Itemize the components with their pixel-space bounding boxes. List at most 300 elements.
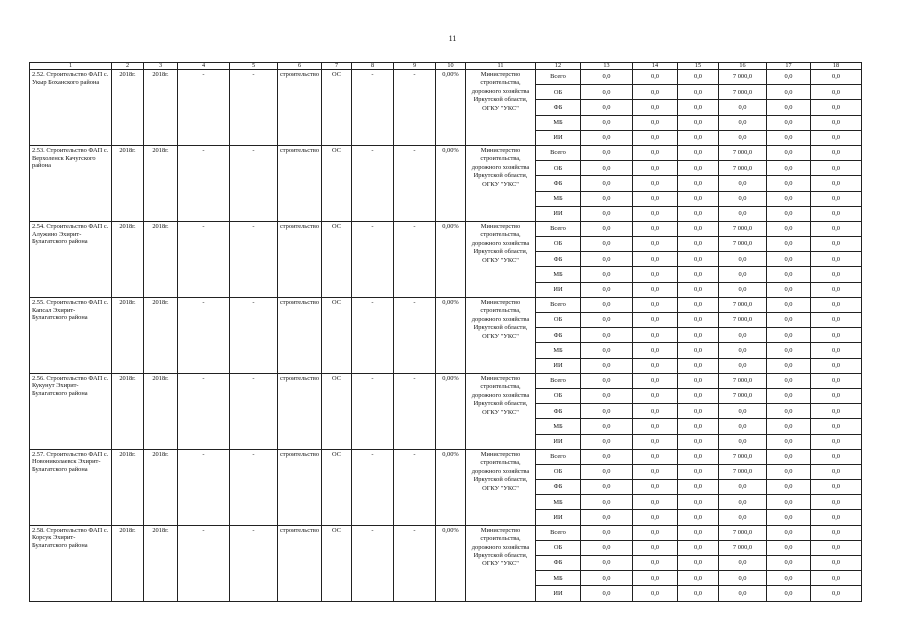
fund-value: 0,0 (719, 510, 767, 525)
fund-label: ФБ (536, 404, 581, 419)
page-number: 11 (448, 34, 457, 43)
fund-value: 0,0 (581, 85, 633, 100)
fund-value: 0,0 (767, 313, 811, 328)
project-name: 2.54. Строительство ФАП с. Алужино Эхирит-Булагатского района (30, 221, 112, 297)
col8-value: - (352, 221, 394, 297)
fund-value: 0,0 (767, 145, 811, 160)
fund-value: 0,0 (767, 434, 811, 449)
fund-value: 0,0 (767, 449, 811, 464)
col4-value: - (178, 297, 230, 373)
start-year: 2018г. (112, 221, 144, 297)
fund-value: 0,0 (719, 586, 767, 601)
fund-value: 0,0 (719, 343, 767, 358)
fund-value: 0,0 (719, 206, 767, 221)
fund-value: 0,0 (633, 237, 678, 252)
col8-value: - (352, 373, 394, 449)
column-header-6: 6 (278, 63, 322, 70)
fund-value: 0,0 (581, 480, 633, 495)
fund-label: Всего (536, 297, 581, 312)
fund-value: 7 000,0 (719, 464, 767, 479)
fund-value: 0,0 (633, 145, 678, 160)
fund-value: 7 000,0 (719, 221, 767, 236)
end-year: 2018г. (144, 525, 178, 601)
fund-label: ФБ (536, 176, 581, 191)
fund-value: 7 000,0 (719, 297, 767, 312)
fund-label: МБ (536, 419, 581, 434)
fund-value: 0,0 (678, 191, 719, 206)
table-row (30, 373, 862, 388)
fund-value: 0,0 (678, 237, 719, 252)
fund-value: 0,0 (678, 419, 719, 434)
end-year: 2018г. (144, 221, 178, 297)
completion-percent: 0,00% (436, 525, 466, 601)
fund-value: 0,0 (719, 571, 767, 586)
fund-value: 0,0 (767, 358, 811, 373)
col5-value: - (230, 221, 278, 297)
fund-value: 0,0 (581, 145, 633, 160)
column-header-9: 9 (394, 63, 436, 70)
col8-value: - (352, 525, 394, 601)
col5-value: - (230, 525, 278, 601)
program-table (29, 62, 862, 602)
column-header-4: 4 (178, 63, 230, 70)
header-row (30, 63, 862, 70)
fund-label: ФБ (536, 100, 581, 115)
col5-value: - (230, 373, 278, 449)
fund-value: 0,0 (678, 510, 719, 525)
fund-value: 7 000,0 (719, 388, 767, 403)
column-header-17: 17 (767, 63, 811, 70)
fund-value: 0,0 (811, 297, 862, 312)
completion-percent: 0,00% (436, 221, 466, 297)
fund-value: 0,0 (811, 313, 862, 328)
column-header-3: 3 (144, 63, 178, 70)
work-type: строительство (278, 525, 322, 601)
table-row (30, 449, 862, 464)
fund-value: 0,0 (581, 313, 633, 328)
fund-value: 0,0 (633, 464, 678, 479)
responsible-org: Министерство строительства, дорожного хозяйства Иркутской области, ОГКУ "УКС" (466, 145, 536, 221)
fund-label: ОБ (536, 85, 581, 100)
table-row (30, 70, 862, 85)
fund-value: 0,0 (678, 464, 719, 479)
col9-value: - (394, 449, 436, 525)
fund-value: 0,0 (678, 556, 719, 571)
fund-value: 0,0 (811, 161, 862, 176)
column-header-5: 5 (230, 63, 278, 70)
fund-value: 0,0 (581, 373, 633, 388)
fund-value: 0,0 (767, 388, 811, 403)
fund-value: 0,0 (767, 282, 811, 297)
fund-value: 0,0 (678, 480, 719, 495)
fund-value: 0,0 (633, 252, 678, 267)
fund-value: 0,0 (811, 176, 862, 191)
fund-value: 0,0 (581, 388, 633, 403)
fund-value: 0,0 (678, 495, 719, 510)
fund-value: 0,0 (678, 100, 719, 115)
fund-label: ОБ (536, 464, 581, 479)
fund-value: 0,0 (633, 449, 678, 464)
work-type: строительство (278, 449, 322, 525)
work-type: строительство (278, 297, 322, 373)
fund-value: 0,0 (678, 206, 719, 221)
fund-label: ИИ (536, 510, 581, 525)
end-year: 2018г. (144, 297, 178, 373)
fund-label: Всего (536, 373, 581, 388)
project-name: 2.55. Строительство ФАП с. Капсал Эхирит-Булагатского района (30, 297, 112, 373)
fund-value: 0,0 (633, 297, 678, 312)
col5-value: - (230, 297, 278, 373)
fund-value: 0,0 (678, 373, 719, 388)
fund-value: 0,0 (678, 388, 719, 403)
col9-value: - (394, 297, 436, 373)
fund-value: 0,0 (719, 404, 767, 419)
fund-value: 7 000,0 (719, 237, 767, 252)
fund-value: 0,0 (767, 221, 811, 236)
fund-value: 0,0 (581, 358, 633, 373)
fund-value: 0,0 (633, 161, 678, 176)
table-row (30, 145, 862, 160)
fund-value: 0,0 (811, 282, 862, 297)
col4-value: - (178, 449, 230, 525)
fund-value: 0,0 (811, 556, 862, 571)
fund-value: 0,0 (767, 373, 811, 388)
table-body (30, 70, 862, 602)
column-header-12: 12 (536, 63, 581, 70)
column-header-18: 18 (811, 63, 862, 70)
column-header-7: 7 (322, 63, 352, 70)
fund-value: 0,0 (767, 419, 811, 434)
col7-value: ОС (322, 70, 352, 146)
responsible-org: Министерство строительства, дорожного хозяйства Иркутской области, ОГКУ "УКС" (466, 449, 536, 525)
fund-value: 0,0 (581, 252, 633, 267)
fund-value: 0,0 (811, 343, 862, 358)
start-year: 2018г. (112, 70, 144, 146)
fund-label: ОБ (536, 313, 581, 328)
project-name: 2.56. Строительство ФАП с. Кукунут Эхирит-Булагатского района (30, 373, 112, 449)
fund-value: 0,0 (633, 267, 678, 282)
work-type: строительство (278, 145, 322, 221)
col9-value: - (394, 373, 436, 449)
fund-label: Всего (536, 449, 581, 464)
fund-value: 0,0 (719, 176, 767, 191)
col5-value: - (230, 145, 278, 221)
fund-label: ИИ (536, 434, 581, 449)
column-header-1: 1 (30, 63, 112, 70)
col7-value: ОС (322, 145, 352, 221)
completion-percent: 0,00% (436, 373, 466, 449)
end-year: 2018г. (144, 145, 178, 221)
work-type: строительство (278, 221, 322, 297)
fund-value: 0,0 (633, 115, 678, 130)
table-row (30, 297, 862, 312)
fund-label: ОБ (536, 540, 581, 555)
fund-value: 0,0 (767, 343, 811, 358)
fund-value: 0,0 (767, 328, 811, 343)
fund-value: 7 000,0 (719, 70, 767, 85)
fund-value: 0,0 (767, 237, 811, 252)
fund-value: 0,0 (767, 85, 811, 100)
fund-value: 0,0 (581, 449, 633, 464)
fund-value: 0,0 (719, 130, 767, 145)
fund-value: 0,0 (767, 206, 811, 221)
fund-value: 0,0 (811, 145, 862, 160)
fund-label: Всего (536, 221, 581, 236)
fund-value: 0,0 (767, 404, 811, 419)
fund-value: 0,0 (678, 85, 719, 100)
fund-label: ОБ (536, 161, 581, 176)
fund-label: ИИ (536, 206, 581, 221)
fund-value: 0,0 (633, 191, 678, 206)
fund-value: 0,0 (719, 252, 767, 267)
fund-label: ФБ (536, 252, 581, 267)
fund-value: 0,0 (719, 495, 767, 510)
fund-value: 0,0 (581, 115, 633, 130)
fund-value: 0,0 (719, 434, 767, 449)
fund-label: Всего (536, 145, 581, 160)
column-header-2: 2 (112, 63, 144, 70)
fund-label: ФБ (536, 556, 581, 571)
fund-value: 0,0 (678, 282, 719, 297)
fund-value: 0,0 (633, 343, 678, 358)
fund-value: 0,0 (767, 464, 811, 479)
fund-value: 0,0 (767, 100, 811, 115)
fund-label: МБ (536, 571, 581, 586)
fund-value: 0,0 (581, 495, 633, 510)
fund-value: 0,0 (767, 525, 811, 540)
fund-value: 7 000,0 (719, 145, 767, 160)
col4-value: - (178, 221, 230, 297)
fund-value: 0,0 (811, 130, 862, 145)
fund-value: 0,0 (581, 404, 633, 419)
fund-value: 0,0 (767, 115, 811, 130)
col4-value: - (178, 145, 230, 221)
fund-value: 0,0 (633, 221, 678, 236)
fund-value: 0,0 (581, 556, 633, 571)
fund-value: 0,0 (811, 373, 862, 388)
fund-value: 0,0 (678, 252, 719, 267)
fund-value: 0,0 (719, 328, 767, 343)
column-header-8: 8 (352, 63, 394, 70)
fund-label: ФБ (536, 328, 581, 343)
fund-value: 0,0 (811, 221, 862, 236)
fund-value: 0,0 (633, 70, 678, 85)
fund-value: 0,0 (581, 130, 633, 145)
fund-value: 0,0 (678, 70, 719, 85)
fund-value: 0,0 (581, 464, 633, 479)
col8-value: - (352, 70, 394, 146)
fund-value: 0,0 (581, 176, 633, 191)
fund-value: 0,0 (678, 221, 719, 236)
column-header-10: 10 (436, 63, 466, 70)
fund-value: 0,0 (633, 100, 678, 115)
fund-value: 0,0 (811, 525, 862, 540)
fund-value: 0,0 (581, 586, 633, 601)
fund-value: 0,0 (633, 85, 678, 100)
fund-value: 0,0 (811, 388, 862, 403)
fund-value: 0,0 (633, 480, 678, 495)
fund-value: 0,0 (811, 237, 862, 252)
col8-value: - (352, 449, 394, 525)
fund-value: 0,0 (767, 267, 811, 282)
col9-value: - (394, 221, 436, 297)
table-row (30, 221, 862, 236)
fund-value: 0,0 (719, 267, 767, 282)
col8-value: - (352, 297, 394, 373)
fund-value: 7 000,0 (719, 161, 767, 176)
end-year: 2018г. (144, 70, 178, 146)
start-year: 2018г. (112, 297, 144, 373)
fund-value: 0,0 (719, 480, 767, 495)
column-header-11: 11 (466, 63, 536, 70)
completion-percent: 0,00% (436, 297, 466, 373)
fund-value: 0,0 (633, 495, 678, 510)
fund-value: 0,0 (678, 297, 719, 312)
fund-value: 0,0 (767, 252, 811, 267)
fund-label: МБ (536, 495, 581, 510)
fund-value: 0,0 (811, 464, 862, 479)
project-name: 2.53. Строительство ФАП с. Верхоленск Качугского района (30, 145, 112, 221)
fund-value: 0,0 (581, 100, 633, 115)
fund-value: 0,0 (633, 358, 678, 373)
fund-value: 0,0 (811, 252, 862, 267)
col5-value: - (230, 70, 278, 146)
fund-value: 0,0 (678, 328, 719, 343)
fund-value: 0,0 (678, 586, 719, 601)
fund-value: 0,0 (581, 328, 633, 343)
col8-value: - (352, 145, 394, 221)
fund-label: ФБ (536, 480, 581, 495)
fund-value: 0,0 (811, 434, 862, 449)
completion-percent: 0,00% (436, 70, 466, 146)
start-year: 2018г. (112, 449, 144, 525)
fund-value: 0,0 (633, 282, 678, 297)
fund-value: 0,0 (767, 176, 811, 191)
fund-value: 0,0 (633, 206, 678, 221)
fund-label: ОБ (536, 388, 581, 403)
fund-value: 0,0 (719, 556, 767, 571)
fund-value: 0,0 (678, 267, 719, 282)
fund-value: 0,0 (633, 313, 678, 328)
start-year: 2018г. (112, 145, 144, 221)
fund-value: 0,0 (678, 404, 719, 419)
fund-value: 0,0 (767, 297, 811, 312)
fund-value: 0,0 (633, 373, 678, 388)
fund-value: 0,0 (633, 540, 678, 555)
fund-value: 0,0 (678, 176, 719, 191)
col9-value: - (394, 145, 436, 221)
fund-value: 0,0 (811, 115, 862, 130)
fund-value: 0,0 (581, 161, 633, 176)
fund-label: МБ (536, 343, 581, 358)
fund-value: 0,0 (719, 100, 767, 115)
fund-value: 0,0 (581, 206, 633, 221)
fund-value: 0,0 (581, 191, 633, 206)
fund-value: 0,0 (678, 343, 719, 358)
fund-label: МБ (536, 115, 581, 130)
responsible-org: Министерство строительства, дорожного хозяйства Иркутской области, ОГКУ "УКС" (466, 70, 536, 146)
fund-value: 0,0 (811, 449, 862, 464)
fund-value: 0,0 (811, 540, 862, 555)
work-type: строительство (278, 70, 322, 146)
col9-value: - (394, 70, 436, 146)
fund-value: 0,0 (581, 267, 633, 282)
responsible-org: Министерство строительства, дорожного хозяйства Иркутской области, ОГКУ "УКС" (466, 221, 536, 297)
fund-value: 0,0 (811, 100, 862, 115)
col4-value: - (178, 70, 230, 146)
fund-value: 0,0 (811, 404, 862, 419)
table-row (30, 525, 862, 540)
fund-value: 0,0 (767, 556, 811, 571)
col7-value: ОС (322, 221, 352, 297)
responsible-org: Министерство строительства, дорожного хозяйства Иркутской области, ОГКУ "УКС" (466, 373, 536, 449)
fund-label: МБ (536, 191, 581, 206)
fund-value: 0,0 (678, 525, 719, 540)
fund-value: 0,0 (719, 115, 767, 130)
completion-percent: 0,00% (436, 145, 466, 221)
fund-value: 0,0 (633, 586, 678, 601)
column-header-13: 13 (581, 63, 633, 70)
fund-value: 0,0 (767, 130, 811, 145)
fund-value: 0,0 (633, 510, 678, 525)
fund-value: 0,0 (811, 480, 862, 495)
end-year: 2018г. (144, 449, 178, 525)
fund-value: 0,0 (633, 434, 678, 449)
fund-value: 0,0 (581, 540, 633, 555)
fund-value: 7 000,0 (719, 313, 767, 328)
fund-value: 0,0 (633, 176, 678, 191)
fund-value: 7 000,0 (719, 449, 767, 464)
column-header-16: 16 (719, 63, 767, 70)
col5-value: - (230, 449, 278, 525)
col9-value: - (394, 525, 436, 601)
fund-value: 0,0 (581, 510, 633, 525)
fund-value: 0,0 (581, 571, 633, 586)
fund-label: ИИ (536, 130, 581, 145)
fund-value: 0,0 (581, 419, 633, 434)
fund-value: 0,0 (811, 267, 862, 282)
fund-value: 0,0 (633, 388, 678, 403)
fund-value: 0,0 (767, 510, 811, 525)
fund-value: 0,0 (719, 419, 767, 434)
fund-value: 0,0 (767, 586, 811, 601)
fund-value: 0,0 (581, 434, 633, 449)
work-type: строительство (278, 373, 322, 449)
fund-value: 0,0 (633, 328, 678, 343)
fund-value: 0,0 (678, 130, 719, 145)
fund-value: 0,0 (678, 434, 719, 449)
col7-value: ОС (322, 297, 352, 373)
col7-value: ОС (322, 373, 352, 449)
start-year: 2018г. (112, 525, 144, 601)
fund-label: МБ (536, 267, 581, 282)
fund-value: 0,0 (581, 297, 633, 312)
fund-value: 0,0 (633, 404, 678, 419)
fund-label: ОБ (536, 237, 581, 252)
fund-value: 0,0 (678, 145, 719, 160)
fund-value: 0,0 (811, 328, 862, 343)
column-header-15: 15 (678, 63, 719, 70)
fund-value: 0,0 (633, 571, 678, 586)
fund-value: 7 000,0 (719, 85, 767, 100)
column-header-14: 14 (633, 63, 678, 70)
fund-value: 0,0 (767, 191, 811, 206)
fund-value: 0,0 (811, 206, 862, 221)
fund-value: 0,0 (811, 70, 862, 85)
fund-value: 0,0 (678, 115, 719, 130)
responsible-org: Министерство строительства, дорожного хозяйства Иркутской области, ОГКУ "УКС" (466, 525, 536, 601)
fund-value: 0,0 (719, 191, 767, 206)
